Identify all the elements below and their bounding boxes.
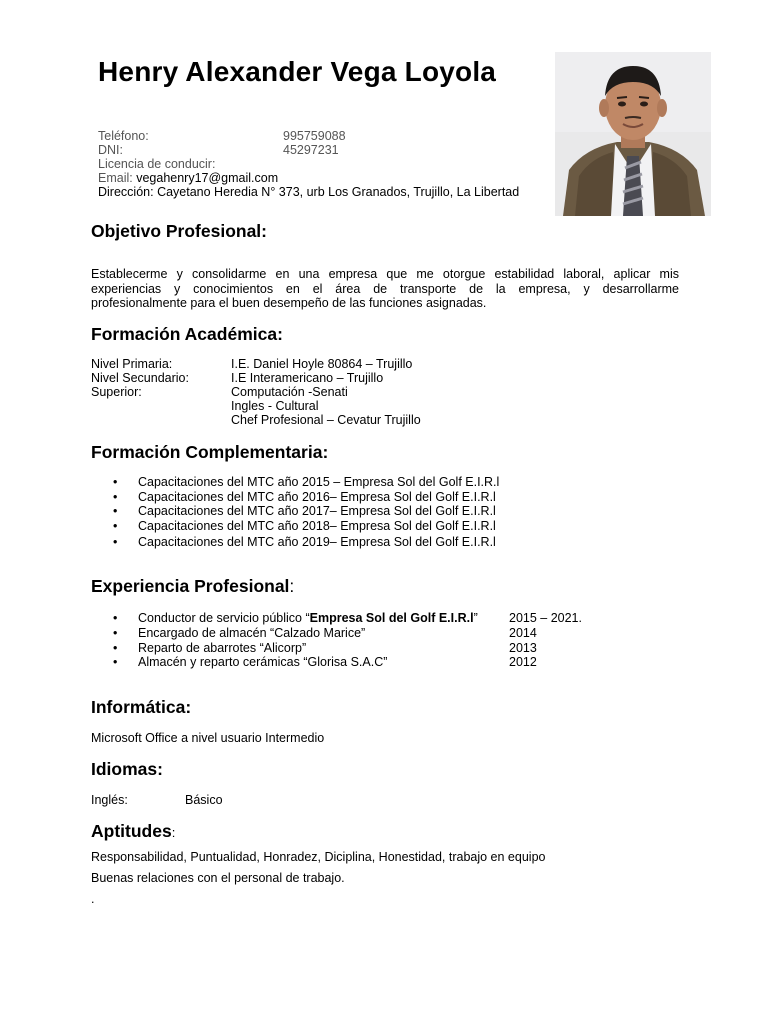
profile-photo [555, 52, 711, 216]
email-line [98, 171, 278, 185]
experience-item: Encargado de almacén “Calzado Marice” [138, 626, 366, 640]
list-item [113, 641, 117, 655]
bullet-icon: • [113, 655, 118, 669]
bullet-icon: • [113, 611, 118, 625]
languages-heading: Idiomas: [91, 759, 163, 779]
experience-heading: Experiencia Profesional: [91, 576, 295, 596]
address-value: Cayetano Heredia N° 373, urb Los Granados, Trujillo, La Libertad [157, 185, 520, 199]
experience-item: Almacén y reparto cerámicas “Glorisa S.A.C” [138, 655, 388, 669]
bullet-icon: • [113, 504, 118, 518]
primary-label: Nivel Primaria: [91, 357, 173, 371]
bullet-icon: • [113, 535, 118, 549]
list-item [113, 611, 117, 625]
bullet-icon: • [113, 519, 118, 533]
list-item-text: Capacitaciones del MTC año 2018– Empresa Sol del Golf E.I.R.l [138, 519, 496, 533]
experience-item: Reparto de abarrotes “Alicorp” [138, 641, 307, 655]
experience-years: 2012 [509, 655, 537, 669]
dni-label: DNI: [98, 143, 123, 157]
list-item [113, 626, 117, 640]
phone-value: 995759088 [283, 129, 346, 143]
education-heading: Formación Académica: [91, 324, 283, 344]
objective-line: profesionalmente para el buen desempeño de las funciones asignadas. [91, 296, 487, 311]
list-item [113, 475, 117, 489]
list-item [113, 535, 117, 549]
skills-line: . [91, 892, 95, 906]
complementary-heading: Formación Complementaria: [91, 442, 329, 462]
superior-value: Ingles - Cultural [231, 399, 319, 413]
license-label: Licencia de conducir: [98, 157, 216, 171]
experience-years: 2014 [509, 626, 537, 640]
it-text: Microsoft Office a nivel usuario Intermedio [91, 731, 325, 745]
skills-line: Responsabilidad, Puntualidad, Honradez, Diciplina, Honestidad, trabajo en equipo [91, 850, 546, 864]
person-photo-icon [555, 52, 711, 216]
secondary-value: I.E Interamericano – Trujillo [231, 371, 384, 385]
superior-value: Computación -Senati [231, 385, 348, 399]
list-item [113, 490, 117, 504]
language-level: Básico [185, 793, 223, 807]
list-item [113, 519, 117, 533]
bullet-icon: • [113, 490, 118, 504]
superior-label: Superior: [91, 385, 142, 399]
objective-heading: Objetivo Profesional: [91, 221, 267, 241]
list-item [113, 504, 117, 518]
skills-line: Buenas relaciones con el personal de trabajo. [91, 871, 345, 885]
address-line [98, 185, 519, 199]
list-item-text: Capacitaciones del MTC año 2019– Empresa Sol del Golf E.I.R.l [138, 535, 496, 549]
bullet-icon: • [113, 641, 118, 655]
address-label: Dirección: [98, 185, 154, 199]
experience-item: Conductor de servicio público “Empresa Sol del Golf E.I.R.l” [138, 611, 478, 625]
superior-value: Chef Profesional – Cevatur Trujillo [231, 413, 421, 427]
experience-years: 2013 [509, 641, 537, 655]
bullet-icon: • [113, 475, 118, 489]
objective-line: Establecerme y consolidarme en una empresa que me otorgue estabilidad laboral, aplicar mis [91, 267, 679, 281]
phone-label: Teléfono: [98, 129, 149, 143]
primary-value: I.E. Daniel Hoyle 80864 – Trujillo [231, 357, 413, 371]
it-heading: Informática: [91, 697, 192, 717]
list-item-text: Capacitaciones del MTC año 2015 – Empresa Sol del Golf E.I.R.l [138, 475, 500, 489]
bullet-icon: • [113, 626, 118, 640]
language-name: Inglés: [91, 793, 128, 807]
cv-name: Henry Alexander Vega Loyola [98, 56, 497, 87]
objective-paragraph [91, 267, 679, 311]
experience-years: 2015 – 2021. [509, 611, 582, 625]
skills-heading: Aptitudes: [91, 821, 176, 841]
dni-value: 45297231 [283, 143, 339, 157]
secondary-label: Nivel Secundario: [91, 371, 189, 385]
email-value: vegahenry17@gmail.com [136, 171, 279, 185]
objective-line: experiencias y conocimientos en el área de transporte de la empresa, y desarrollarme [91, 281, 679, 296]
list-item [113, 655, 117, 669]
list-item-text: Capacitaciones del MTC año 2017– Empresa Sol del Golf E.I.R.l [138, 504, 496, 518]
list-item-text: Capacitaciones del MTC año 2016– Empresa Sol del Golf E.I.R.l [138, 490, 496, 504]
email-label: Email: [98, 171, 133, 185]
